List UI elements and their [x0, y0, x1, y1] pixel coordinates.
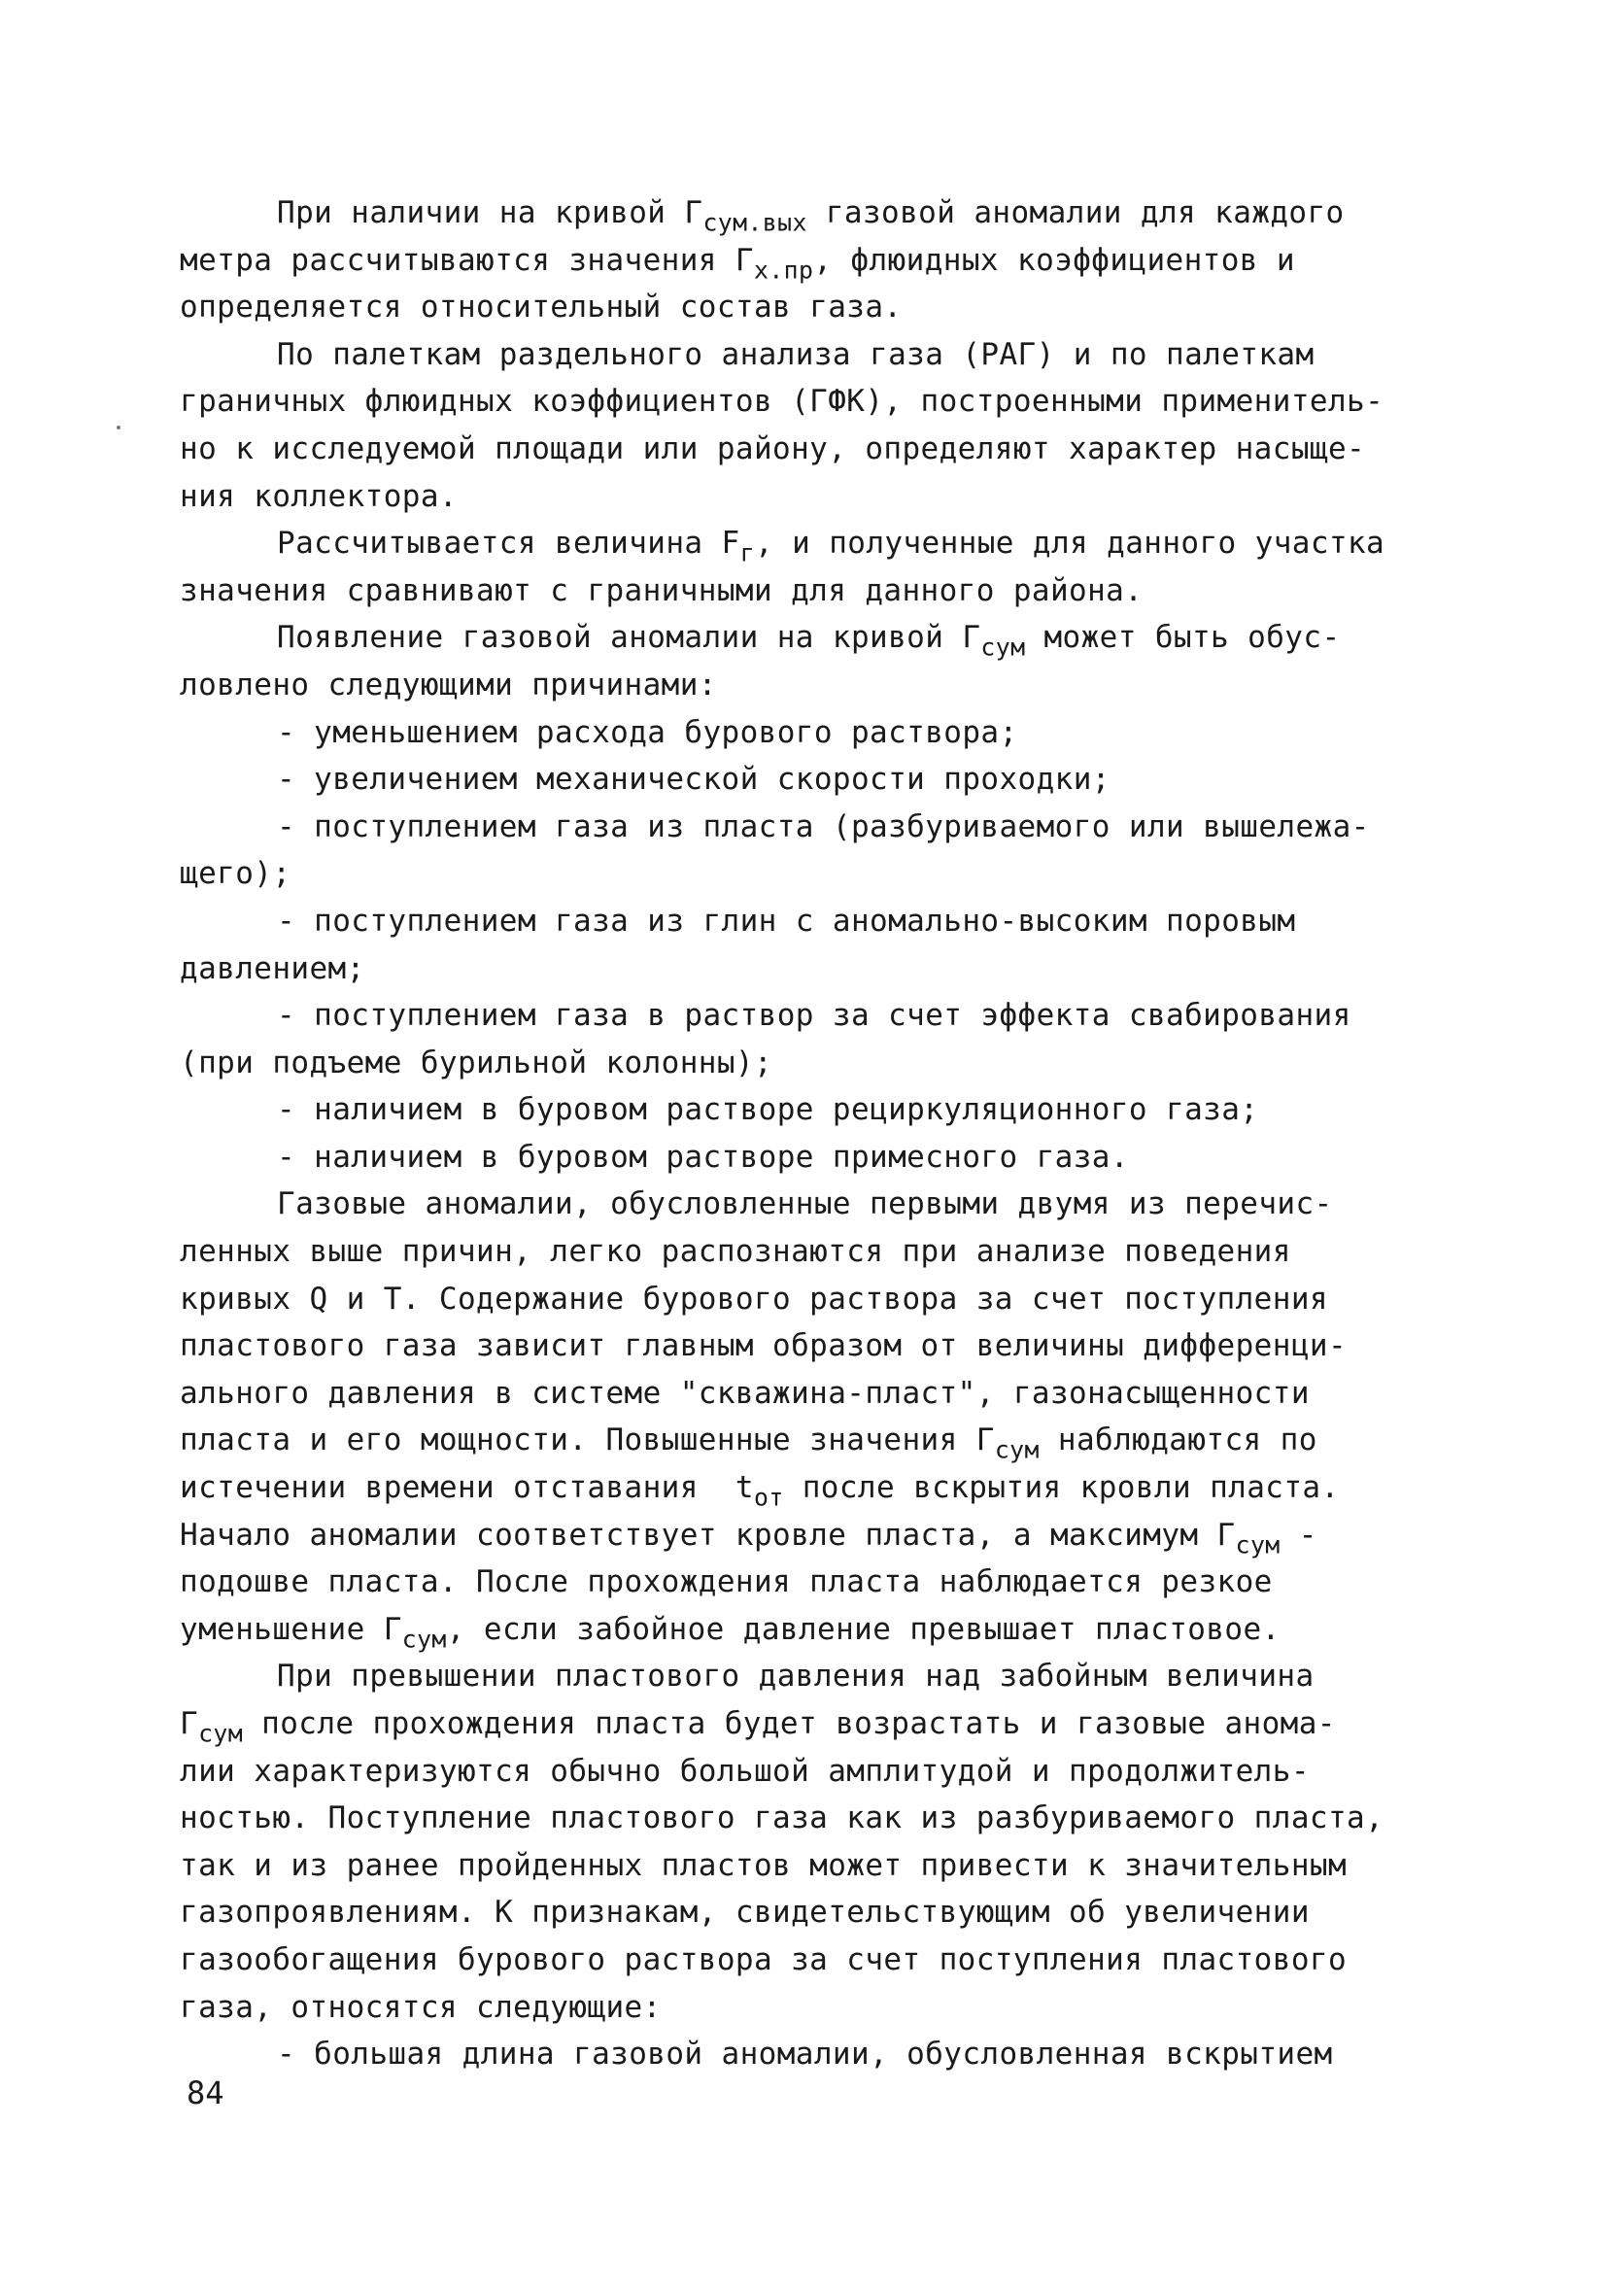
- text-run: истечении времени отставания t: [180, 1470, 754, 1506]
- text-run: , и полученные для данного участка: [754, 526, 1385, 562]
- text-run: - большая длина газовой аномалии, обусловленная вскрытием: [277, 2037, 1333, 2073]
- text-line: [180, 1606, 1443, 1654]
- text-line: [180, 1984, 1443, 2032]
- text-line: [180, 1370, 1443, 1418]
- text-line: [180, 189, 1443, 237]
- text-line: [180, 1228, 1443, 1276]
- text-line: [180, 945, 1443, 993]
- text-run: лии характеризуются обычно большой амплитудой и продолжитель-: [180, 1753, 1310, 1789]
- text-line: [180, 1276, 1443, 1323]
- text-run: Газовые аномалии, обусловленные первыми двумя из перечис-: [277, 1186, 1333, 1222]
- text-run: Рассчитывается величина F: [277, 526, 740, 562]
- text-line: [180, 898, 1443, 945]
- text-run: граничных флюидных коэффициентов (ГФК), построенными применитель-: [180, 384, 1384, 420]
- text-line: [180, 1512, 1443, 1559]
- text-run: газообогащения бурового раствора за счет поступления пластового: [180, 1941, 1348, 1977]
- stray-mark: [117, 426, 120, 429]
- text-line: [180, 992, 1443, 1040]
- text-run: после прохождения пласта будет возрастать и газовые анома-: [243, 1706, 1336, 1741]
- text-run: При превышении пластового давления над забойным величина: [277, 1659, 1315, 1695]
- text-line: [180, 520, 1443, 567]
- text-run: газовой аномалии для каждого: [806, 195, 1345, 230]
- text-run: Начало аномалии соответствует кровле пласта, а максимум Г: [180, 1517, 1236, 1553]
- text-run: - уменьшением расхода бурового раствора;: [277, 714, 1018, 750]
- text-line: [180, 378, 1443, 426]
- text-line: [180, 850, 1443, 898]
- text-run: но к исследуемой площади или району, определяют характер насыще-: [180, 430, 1366, 466]
- text-run: Появление газовой аномалии на кривой Г: [277, 620, 981, 656]
- text-run: (при подъеме бурильной колонны);: [180, 1045, 773, 1080]
- text-line: [180, 662, 1443, 709]
- text-line: [180, 331, 1443, 379]
- subscript: сум.вых: [702, 208, 807, 237]
- text-run: пластового газа зависит главным образом от величины дифференци-: [180, 1328, 1348, 1364]
- text-line: [180, 1464, 1443, 1512]
- subscript: от: [753, 1483, 784, 1512]
- text-line: [180, 1134, 1443, 1182]
- subscript: г: [739, 538, 755, 567]
- text-run: метра рассчитываются значения Г: [180, 242, 754, 278]
- text-line: [180, 426, 1443, 473]
- text-line: [180, 1842, 1443, 1890]
- text-line: [180, 1559, 1443, 1606]
- text-run: Г: [180, 1706, 199, 1741]
- text-run: - наличием в буровом растворе примесного газа.: [277, 1139, 1129, 1175]
- text-line: [180, 567, 1443, 615]
- text-run: газопроявлениям. К признакам, свидетельствующим об увеличении: [180, 1895, 1310, 1931]
- text-run: ностью. Поступление пластового газа как из разбуриваемого пласта,: [180, 1800, 1384, 1836]
- subscript: сум: [401, 1625, 447, 1654]
- text-run: - поступлением газа в раствор за счет эффекта свабирования: [277, 998, 1351, 1034]
- text-line: [180, 614, 1443, 662]
- text-run: пласта и его мощности. Повышенные значения Г: [180, 1422, 995, 1458]
- subscript: сум: [198, 1719, 244, 1748]
- text-line: [180, 1795, 1443, 1842]
- text-run: так и из ранее пройденных пластов может привести к значительным: [180, 1847, 1348, 1883]
- text-run: -: [1280, 1517, 1317, 1553]
- page-number: 84: [187, 2074, 224, 2111]
- text-run: кривых Q и Т. Содержание бурового раствора за счет поступления: [180, 1281, 1328, 1317]
- text-run: - увеличением механической скорости проходки;: [277, 762, 1111, 798]
- text-run: газа, относятся следующие:: [180, 1989, 662, 2025]
- text-run: ния коллектора.: [180, 478, 458, 514]
- text-run: ленных выше причин, легко распознаются при анализе поведения: [180, 1234, 1291, 1270]
- subscript: сум: [980, 634, 1026, 663]
- text-run: может быть обус-: [1025, 620, 1341, 656]
- text-run: - поступлением газа из глин с аномально-высоким поровым: [277, 903, 1296, 939]
- text-line: [180, 1653, 1443, 1700]
- subscript: сум: [1235, 1530, 1281, 1559]
- text-run: значения сравнивают с граничными для данного района.: [180, 572, 1144, 608]
- text-line: [180, 1889, 1443, 1936]
- text-run: подошве пласта. После прохождения пласта наблюдается резкое: [180, 1564, 1273, 1600]
- text-run: давлением;: [180, 950, 365, 986]
- text-run: определяется относительный состав газа.: [180, 290, 903, 326]
- text-line: [180, 1086, 1443, 1134]
- text-run: При наличии на кривой Г: [277, 195, 703, 230]
- text-line: [180, 284, 1443, 331]
- text-run: уменьшение Г: [180, 1611, 402, 1647]
- text-run: ального давления в системе "скважина-пласт", газонасыщенности: [180, 1375, 1310, 1411]
- text-line: [180, 1936, 1443, 1984]
- text-run: ловлено следующими причинами:: [180, 667, 717, 703]
- page-body: [180, 189, 1443, 2078]
- text-line: [180, 473, 1443, 521]
- text-run: щего);: [180, 856, 291, 892]
- text-run: - поступлением газа из пласта (разбуриваемого или вышележа-: [277, 808, 1370, 844]
- text-line: [180, 1322, 1443, 1370]
- text-line: [180, 1181, 1443, 1228]
- text-line: [180, 1700, 1443, 1748]
- text-line: [180, 804, 1443, 851]
- text-run: , флюидных коэффициентов и: [813, 242, 1295, 278]
- text-run: По палеткам раздельного анализа газа (РАГ) и по палеткам: [277, 336, 1315, 372]
- text-run: наблюдаются по: [1039, 1422, 1317, 1458]
- text-line: [180, 1040, 1443, 1087]
- subscript: х.пр: [753, 256, 814, 285]
- text-run: - наличием в буровом растворе рециркуляционного газа;: [277, 1092, 1259, 1128]
- text-run: после вскрытия кровли пласта.: [783, 1470, 1340, 1506]
- text-line: [180, 709, 1443, 757]
- text-line: [180, 2031, 1443, 2078]
- text-run: , если забойное давление превышает пластовое.: [446, 1611, 1281, 1647]
- text-line: [180, 1417, 1443, 1464]
- text-line: [180, 756, 1443, 804]
- subscript: сум: [994, 1436, 1040, 1465]
- text-line: [180, 1748, 1443, 1796]
- text-line: [180, 237, 1443, 285]
